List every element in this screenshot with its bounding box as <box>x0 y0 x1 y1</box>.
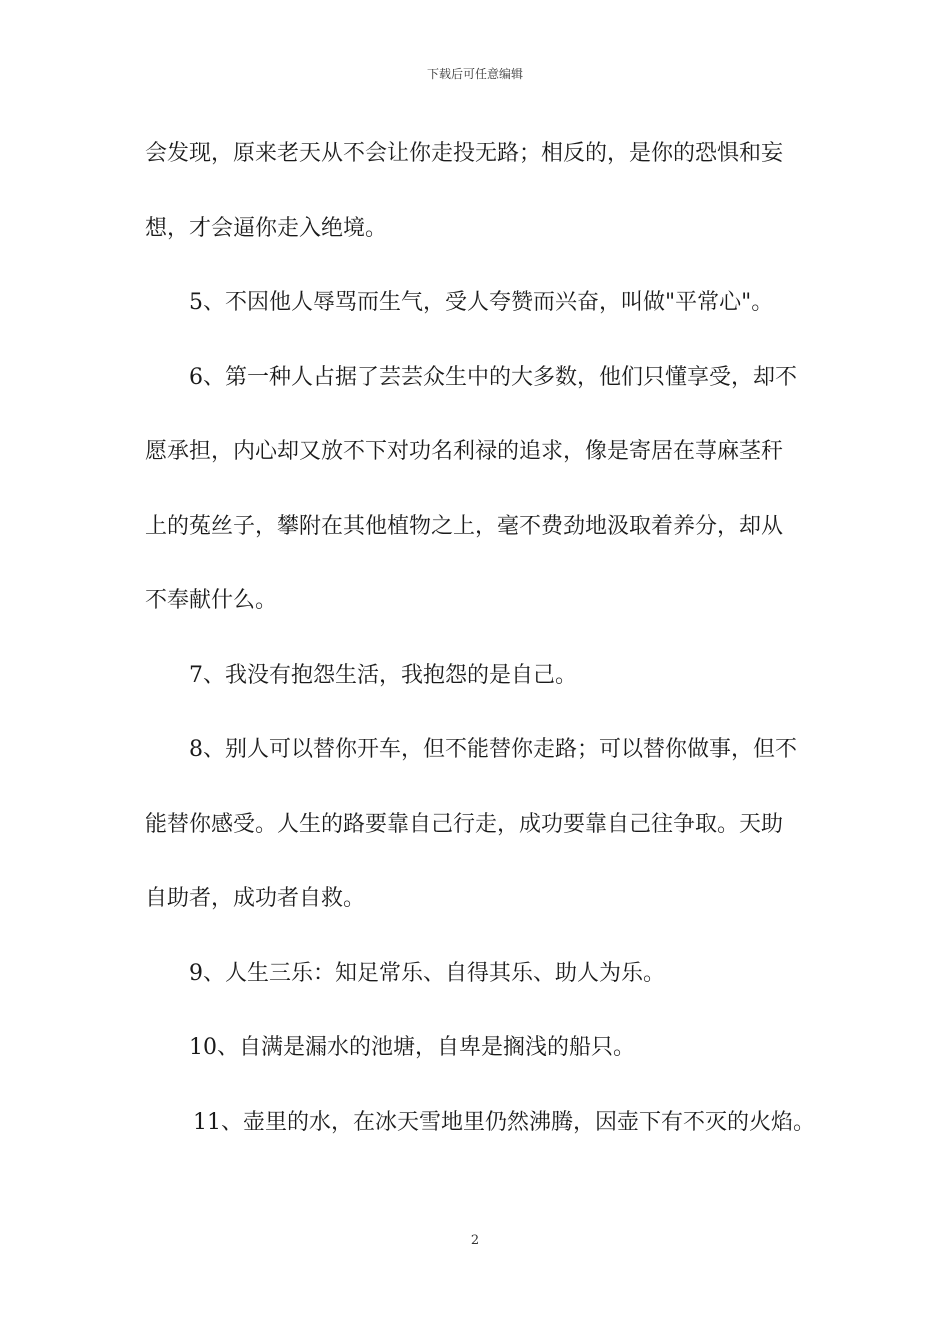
text-line: 愿承担，内心却又放不下对功名利禄的追求，像是寄居在荨麻茎秆 <box>145 439 784 464</box>
page-number: 2 <box>470 1233 480 1248</box>
text-line: 想，才会逼你走入绝境。 <box>145 215 388 241</box>
text-line: 9、人生三乐：知足常乐、自得其乐、助人为乐。 <box>189 960 665 986</box>
text-line: 6、第一种人占据了芸芸众生中的大多数，他们只懂享受，却不 <box>189 364 797 390</box>
text-line: 7、我没有抱怨生活，我抱怨的是自己。 <box>189 662 577 688</box>
text-line: 5、不因他人辱骂而生气，受人夸赞而兴奋，叫做"平常心"。 <box>189 290 774 315</box>
text-line: 自助者，成功者自救。 <box>145 886 366 911</box>
text-line: 10、自满是漏水的池塘，自卑是搁浅的船只。 <box>189 1035 635 1060</box>
document-body <box>145 132 825 1175</box>
text-line: 不奉献什么。 <box>145 588 278 613</box>
text-line: 能替你感受。人生的路要靠自己行走，成功要靠自己往争取。天助 <box>145 811 784 837</box>
text-line: 8、别人可以替你开车，但不能替你走路；可以替你做事，但不 <box>189 737 797 762</box>
text-line: 上的菟丝子，攀附在其他植物之上，毫不费劲地汲取着养分，却从 <box>145 513 784 539</box>
text-line: 11、壶里的水，在冰天雪地里仍然沸腾，因壶下有不灭的火焰。 <box>193 1109 815 1135</box>
text-line: 会发现，原来老天从不会让你走投无路；相反的，是你的恐惧和妄 <box>145 141 784 166</box>
page-header: 下载后可任意编辑 <box>426 67 523 81</box>
